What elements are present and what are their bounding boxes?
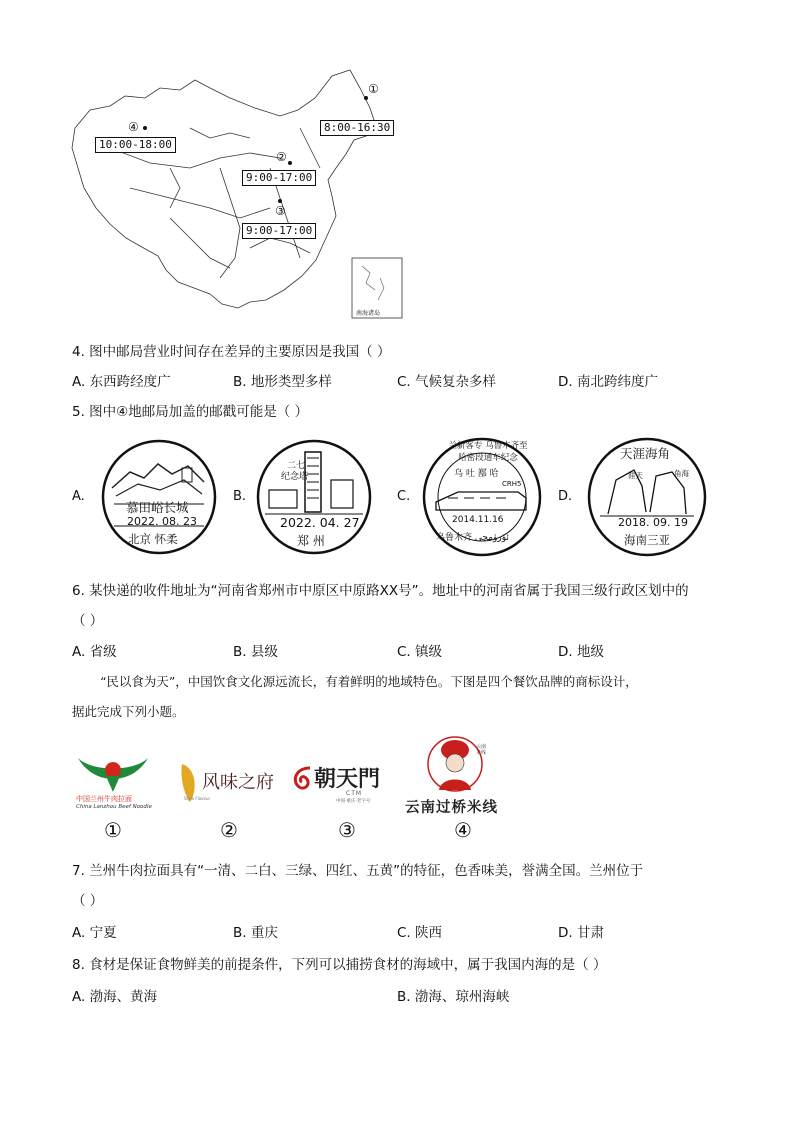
map-point-2-number: ② bbox=[276, 150, 287, 164]
q6-option-d[interactable]: D. 地级 bbox=[558, 644, 604, 660]
q8-option-a[interactable]: A. 渤海、黄海 bbox=[72, 989, 158, 1005]
passage-line-2: 据此完成下列小题。 bbox=[72, 704, 185, 719]
stamp-b-place: 郑 州 bbox=[297, 534, 325, 548]
logo-4-number: ④ bbox=[454, 818, 472, 842]
stamp-c-stations: 乌 吐 鄯 哈 bbox=[454, 469, 499, 479]
q6-option-c[interactable]: C. 镇级 bbox=[397, 644, 443, 660]
china-map bbox=[70, 68, 405, 323]
logo-3-text: 朝天門 bbox=[314, 766, 381, 792]
stamp-a-date: 2022. 08. 23 bbox=[127, 515, 197, 528]
q6-option-b[interactable]: B. 县级 bbox=[233, 644, 278, 660]
logo-1-emblem bbox=[74, 746, 152, 794]
stamp-a-title: 慕田峪长城 bbox=[126, 500, 189, 515]
logo-3-number: ③ bbox=[338, 818, 356, 842]
stamp-d-sub2: 角海 bbox=[674, 469, 689, 478]
logo-3[interactable] bbox=[290, 764, 390, 810]
stamp-d-place: 海南三亚 bbox=[624, 533, 670, 547]
stamp-a[interactable] bbox=[100, 438, 218, 556]
stamp-d-date: 2018. 09. 19 bbox=[618, 516, 688, 529]
q4-option-d[interactable]: D. 南北跨纬度广 bbox=[558, 374, 658, 390]
logo-4-emblem bbox=[405, 736, 521, 794]
stamp-d-sub1: 涯天 bbox=[628, 471, 643, 480]
logo-1-text: 中国兰州牛肉拉面 bbox=[76, 795, 132, 803]
logo-1-number: ① bbox=[104, 818, 122, 842]
map-point-3-number: ③ bbox=[275, 204, 286, 218]
stamp-c[interactable] bbox=[418, 436, 546, 558]
question-4-stem: 4. 图中邮局营业时间存在差异的主要原因是我国（ ） bbox=[72, 344, 391, 360]
q8-option-b[interactable]: B. 渤海、琼州海峡 bbox=[397, 989, 510, 1005]
inset-label: 南海诸岛 bbox=[356, 310, 381, 317]
logo-2-sub: Style Flavour bbox=[184, 796, 211, 801]
stamp-c-arc: 兰新客专 乌鲁木齐至哈密段通车纪念 bbox=[448, 441, 528, 463]
stamp-b-top2: 纪念塔 bbox=[281, 472, 309, 482]
logo-1[interactable] bbox=[74, 746, 152, 816]
question-5-stem: 5. 图中④地邮局加盖的邮戳可能是（ ） bbox=[72, 404, 309, 420]
china-map-outline bbox=[70, 68, 405, 323]
stamp-c-date: 2014.11.16 bbox=[452, 515, 504, 525]
logo-3-sub: CTM bbox=[346, 790, 363, 797]
logo-3-emblem bbox=[290, 764, 314, 792]
logo-4-badge: 云南米线 bbox=[476, 744, 487, 756]
stamp-c-train: CRH5 bbox=[502, 480, 522, 488]
map-point-2-hours: 9:00-17:00 bbox=[242, 170, 316, 186]
q6-option-a[interactable]: A. 省级 bbox=[72, 644, 117, 660]
stamp-b-date: 2022. 04. 27 bbox=[280, 515, 360, 530]
question-7-stem-bracket: （ ） bbox=[72, 893, 104, 909]
stamp-c-place: 乌鲁木齐 ئۈرۈمچى bbox=[436, 533, 509, 543]
stamp-d[interactable] bbox=[586, 436, 708, 558]
q5-option-b[interactable]: B. bbox=[233, 489, 247, 504]
question-8-stem: 8. 食材是保证食物鲜美的前提条件，下列可以捕捞食材的海域中，属于我国内海的是（ ） bbox=[72, 957, 607, 973]
q4-option-c[interactable]: C. 气候复杂多样 bbox=[397, 374, 497, 390]
stamp-b-top: 二七 bbox=[287, 461, 306, 471]
logo-1-sub: China Lanzhou Beef Noodle bbox=[76, 804, 152, 810]
q7-option-b[interactable]: B. 重庆 bbox=[233, 925, 278, 941]
q7-option-d[interactable]: D. 甘肃 bbox=[558, 925, 604, 941]
q5-option-a[interactable]: A. bbox=[72, 489, 85, 504]
stamp-a-place: 北京 怀柔 bbox=[128, 532, 178, 546]
map-point-1-hours: 8:00-16:30 bbox=[320, 120, 394, 136]
logo-4[interactable] bbox=[405, 736, 521, 816]
question-6-stem: 6. 某快递的收件地址为“河南省郑州市中原区中原路XX号”。地址中的河南省属于我国三级行政区划中的 bbox=[72, 583, 689, 599]
map-point-4-number: ④ bbox=[128, 120, 139, 134]
map-point-1-number: ① bbox=[368, 82, 379, 96]
q5-option-c[interactable]: C. bbox=[397, 489, 411, 504]
map-point-3-hours: 9:00-17:00 bbox=[242, 223, 316, 239]
map-point-4-hours: 10:00-18:00 bbox=[95, 137, 176, 153]
q4-option-b[interactable]: B. 地形类型多样 bbox=[233, 374, 332, 390]
question-6-stem-bracket: （ ） bbox=[72, 613, 104, 629]
q4-option-a[interactable]: A. 东西跨经度广 bbox=[72, 374, 171, 390]
q7-option-c[interactable]: C. 陕西 bbox=[397, 925, 443, 941]
stamp-d-title: 天涯海角 bbox=[620, 446, 671, 461]
logo-2-text: 风味之府 bbox=[202, 772, 274, 793]
logo-4-text: 云南过桥米线 bbox=[405, 800, 498, 816]
passage-line-1: “民以食为天”，中国饮食文化源远流长，有着鲜明的地域特色。下图是四个餐饮品牌的商标设计， bbox=[100, 674, 638, 689]
logo-2[interactable] bbox=[178, 760, 276, 808]
q5-option-d[interactable]: D. bbox=[558, 489, 573, 504]
logo-2-number: ② bbox=[220, 818, 238, 842]
stamp-b[interactable] bbox=[255, 438, 373, 556]
question-7-stem: 7. 兰州牛肉拉面具有“一清、二白、三绿、四红、五黄”的特征，色香味美，誉满全国。兰州位于 bbox=[72, 863, 644, 879]
logo-3-sub2: 中国·重庆·老字号 bbox=[336, 799, 371, 804]
q7-option-a[interactable]: A. 宁夏 bbox=[72, 925, 117, 941]
